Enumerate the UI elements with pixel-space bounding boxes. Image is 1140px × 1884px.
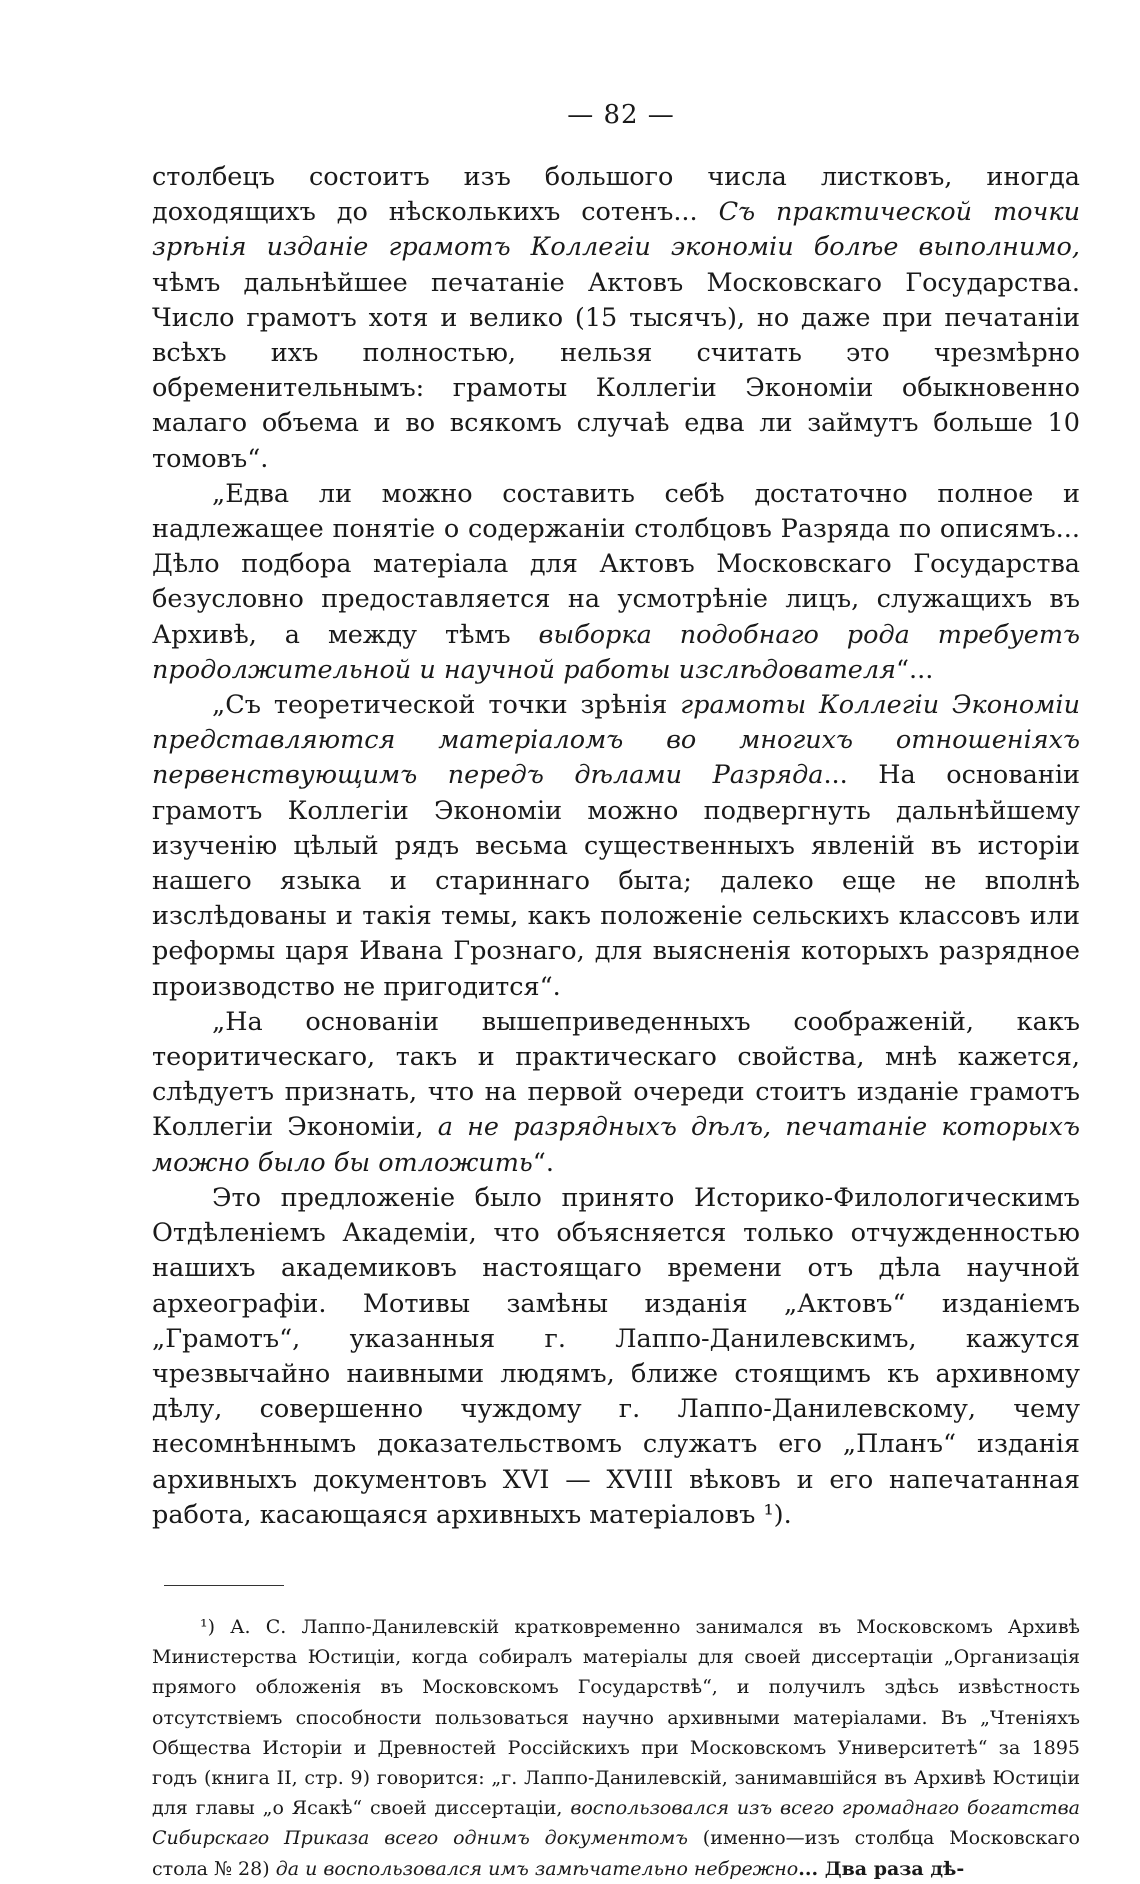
italic-text: выборка подобнаго рода требуетъ продолжительной и научной работы изслѣдователя [152, 619, 1081, 685]
paragraph [152, 1181, 1080, 1533]
footnote-text-segment: ¹) А. С. Лаппо-Данилевскій кратковременно занимался въ Московскомъ Архивѣ Министерства Юстиціи, когда собиралъ матеріалы для своей диссертаціи „Организація прямого обложенія въ Московскомъ Государствѣ“, и получилъ здѣсь извѣстность отсутствіемъ способности пользоваться научно архивными матеріалами. Въ „Чтеніяхъ Общества Исторіи и Древностей Россійскихъ при Московскомъ Университетѣ“ за 1895 годъ (книга II, стр. 9) говорится: „г. Лаппо-Данилевскій, занимавшійся въ Архивѣ Юстиціи для главы „о Ясакѣ“ своей диссертаціи, [152, 1615, 1080, 1820]
text-segment: „На основаніи вышеприведенныхъ соображеній, какъ теоритическаго, такъ и практическаго свойства, мнѣ кажется, слѣдуетъ признать, что на первой очереди стоитъ изданіе грамотъ Коллегіи Экономіи, [152, 1006, 1080, 1143]
italic-text: а не разрядныхъ дѣлъ, печатаніе которыхъ можно было бы отложить [152, 1112, 1080, 1178]
text-segment: „Съ теоретической точки зрѣнія [212, 690, 681, 721]
text-segment: столбецъ состоитъ изъ большого числа листковъ, иногда доходящихъ до нѣсколькихъ сотенъ... [152, 162, 1080, 228]
text-segment: Это предложеніе было принято Историко-Филологическимъ Отдѣленіемъ Академіи, что объясняется только отчужденностью нашихъ академиковъ настоящаго времени отъ дѣла научной археографіи. Мотивы замѣны изданія „Актовъ“ изданіемъ „Грамотъ“, указанныя г. Лаппо-Данилевскимъ, кажутся чрезвычайно наивными людямъ, ближе стоящимъ къ архивному дѣлу, совершенно чуждому г. Лаппо-Данилевскому, чему несомнѣннымъ доказательствомъ служатъ его „Планъ“ изданія архивныхъ документовъ XVI — XVIII вѣковъ и его напечатанная работа, касающаяся архивныхъ матеріаловъ ¹). [152, 1182, 1080, 1530]
paragraph [152, 1005, 1080, 1181]
footnote-italic-text: да и воспользовался имъ замѣчательно небрежно [275, 1857, 799, 1880]
paragraph [152, 160, 1080, 477]
paragraph [152, 477, 1080, 688]
main-text [152, 160, 1080, 1533]
footnote [152, 1612, 1080, 1884]
page-number: — 82 — [567, 100, 675, 130]
italic-text: Съ практической точки зрѣнія изданіе грамотъ Коллегіи экономіи болѣе выполнимо, [152, 197, 1080, 263]
footnote-italic-text: воспользовался изъ всего громаднаго богатства Сибирскаго Приказа всего однимъ документомъ [152, 1797, 1080, 1850]
footnote-text-segment: ... Два раза дѣ- [798, 1857, 965, 1880]
footnote-divider [164, 1585, 284, 1586]
italic-text: грамоты Коллегіи Экономіи представляются матеріаломъ во многихъ отношеніяхъ первенствующимъ передъ дѣлами Разряда [152, 690, 1080, 791]
footnote-text-segment: (именно—изъ столбца Московскаго стола № 28) [152, 1827, 1080, 1880]
text-segment: “... [895, 654, 934, 685]
text-segment: чѣмъ дальнѣйшее печатаніе Актовъ Московскаго Государства. Число грамотъ хотя и велико (15 тысячъ), но даже при печатаніи всѣхъ ихъ полностью, нельзя считать это чрезмѣрно обременительнымъ: грамоты Коллегіи Экономіи обыкновенно малаго объема и во всякомъ случаѣ едва ли займутъ больше 10 томовъ“. [152, 267, 1080, 474]
paragraph [152, 688, 1080, 1005]
text-segment: „Едва ли можно составить себѣ достаточно полное и надлежащее понятіе о содержаніи столбцовъ Разряда по описямъ... Дѣло подбора матеріала для Актовъ Московскаго Государства безусловно предоставляется на усмотрѣніе лицъ, служащихъ въ Архивѣ, а между тѣмъ [152, 478, 1080, 650]
text-segment: ... На основаніи грамотъ Коллегіи Экономіи можно подвергнуть дальнѣйшему изученію цѣлый рядъ весьма существенныхъ явленій въ исторіи нашего языка и стариннаго быта; далеко еще не вполнѣ изслѣдованы и такія темы, какъ положеніе сельскихъ классовъ или реформы царя Ивана Грознаго, для выясненія которыхъ разрядное производство не пригодится“. [152, 760, 1080, 1002]
text-segment: “. [532, 1147, 554, 1178]
